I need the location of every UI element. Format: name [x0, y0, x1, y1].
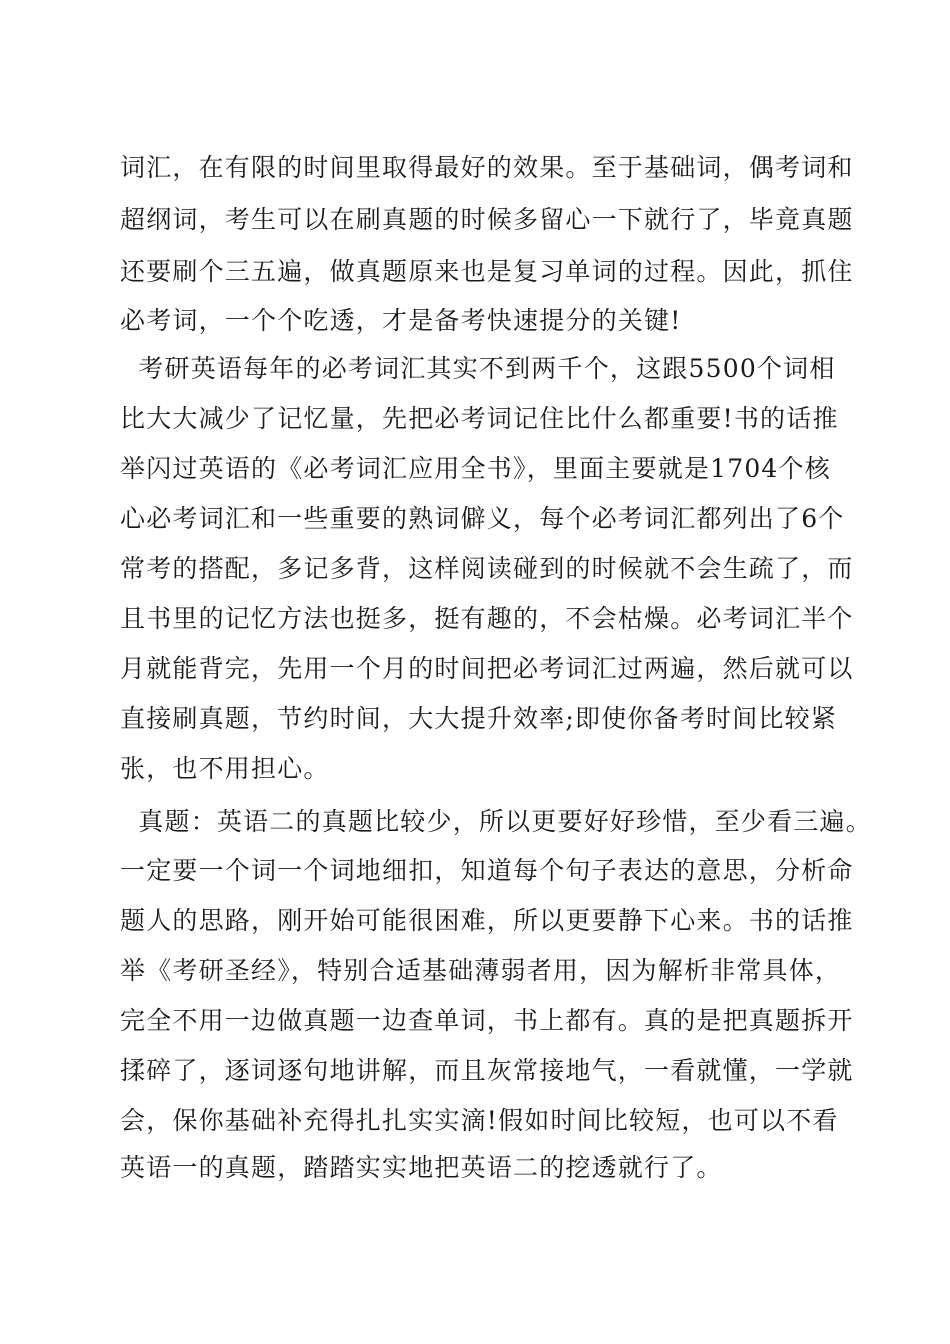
paragraph-1-line-1: 词汇，在有限的时间里取得最好的效果。至于基础词，偶考词和: [120, 153, 854, 182]
paragraph-3-line-3: 题人的思路，刚开始可能很困难，所以更要静下心来。书的话推: [120, 906, 854, 935]
paragraph-2-line-1: 考研英语每年的必考词汇其实不到两千个，这跟5500个词相: [120, 354, 836, 383]
paragraph-2-line-8: 直接刷真题，节约时间，大大提升效率;即使你备考时间比较紧: [120, 704, 838, 733]
paragraph-2-line-5: 常考的搭配，多记多背，这样阅读碰到的时候就不会生疏了，而: [120, 554, 854, 583]
paragraph-2-line-4: 心必考词汇和一些重要的熟词僻义，每个必考词汇都列出了6个: [120, 504, 845, 533]
paragraph-3-line-6: 揉碎了，逐词逐句地讲解，而且灰常接地气，一看就懂，一学就: [120, 1056, 854, 1085]
paragraph-2-line-6: 且书里的记忆方法也挺多，挺有趣的，不会枯燥。必考词汇半个: [120, 604, 854, 633]
paragraph-3-line-7: 会，保你基础补充得扎扎实实滴!假如时间比较短，也可以不看: [120, 1106, 839, 1135]
paragraph-1-line-4: 必考词，一个个吃透，才是备考快速提分的关键!: [120, 306, 682, 335]
paragraph-1-line-2: 超纲词，考生可以在刷真题的时候多留心一下就行了，毕竟真题: [120, 205, 854, 234]
paragraph-2-line-2: 比大大减少了记忆量，先把必考词记住比什么都重要!书的话推: [120, 404, 839, 433]
paragraph-1-line-3: 还要刷个三五遍，做真题原来也是复习单词的过程。因此，抓住: [120, 257, 854, 286]
paragraph-2-line-9: 张，也不用担心。: [120, 754, 330, 783]
paragraph-3-line-4: 举《考研圣经》，特别合适基础薄弱者用，因为解析非常具体，: [120, 956, 842, 985]
paragraph-3-line-8: 英语一的真题，踏踏实实地把英语二的挖透就行了。: [120, 1153, 723, 1182]
paragraph-2-line-7: 月就能背完，先用一个月的时间把必考词汇过两遍，然后就可以: [120, 654, 854, 683]
paragraph-2-line-3: 举闪过英语的《必考词汇应用全书》，里面主要就是1704个核: [120, 454, 831, 483]
paragraph-3-line-2: 一定要一个词一个词地细扣，知道每个句子表达的意思，分析命: [120, 856, 854, 885]
paragraph-3-line-1: 真题：英语二的真题比较少，所以更要好好珍惜，至少看三遍。: [120, 807, 872, 836]
paragraph-3-line-5: 完全不用一边做真题一边查单词，书上都有。真的是把真题拆开: [120, 1006, 854, 1035]
